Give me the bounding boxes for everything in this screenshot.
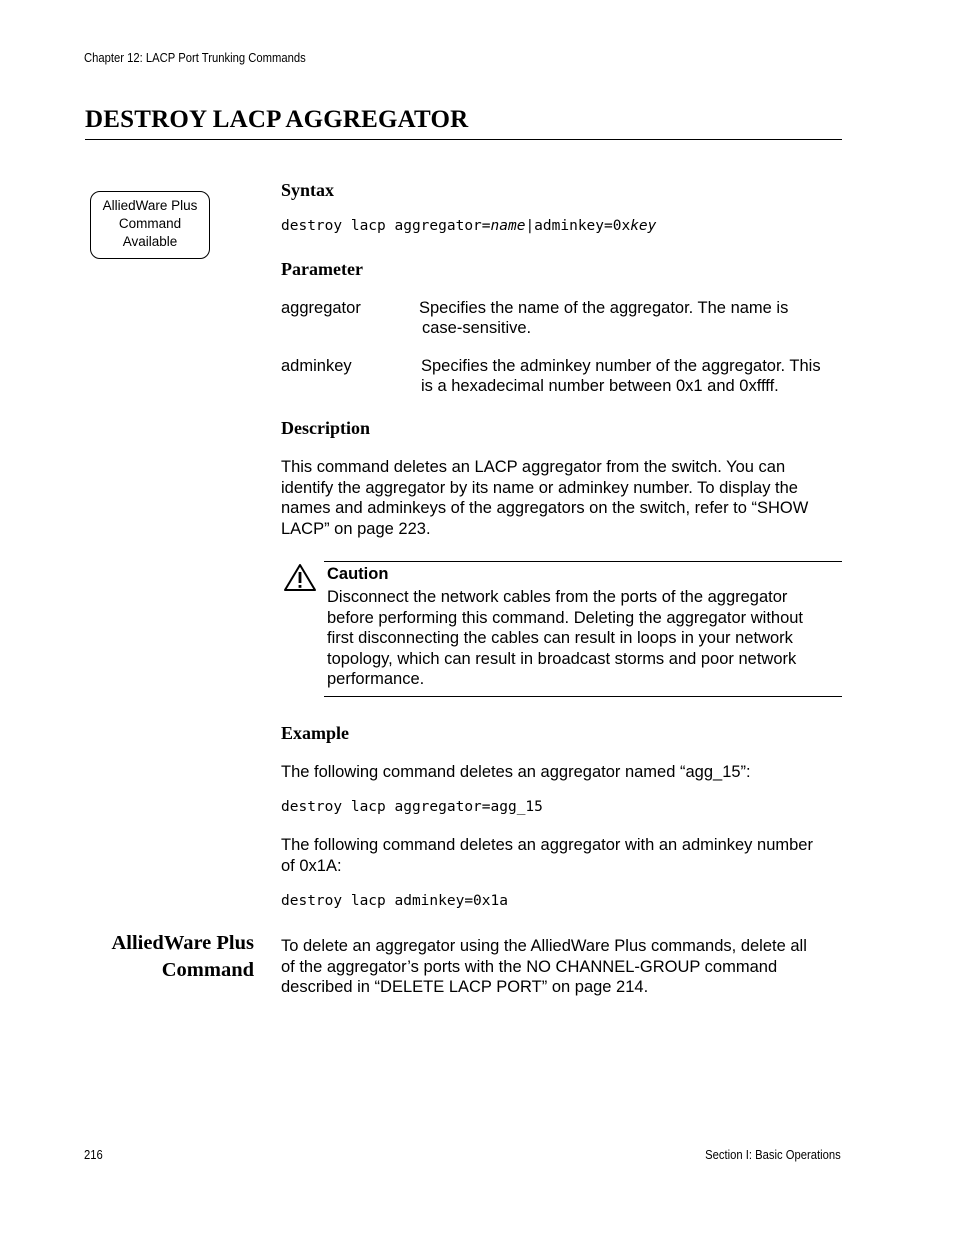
awp-heading-line-1: AlliedWare Plus [111, 932, 254, 954]
example-text-1: The following command deletes an aggregator named “agg_15”: [281, 763, 751, 781]
example-text-2-line: of 0x1A: [281, 856, 342, 875]
caution-line: first disconnecting the cables can result in loops in your network [327, 629, 793, 647]
param-desc-adminkey-1: Specifies the adminkey number of the aggregator. This [421, 357, 821, 375]
syntax-middle: |adminkey=0x [525, 218, 631, 234]
description-line: names and adminkeys of the aggregators on the switch, refer to “SHOW [281, 499, 809, 517]
awp-heading-line-2: Command [161, 959, 254, 981]
caution-text [327, 587, 803, 690]
param-name-aggregator: aggregator [281, 299, 361, 317]
example-code-2: destroy lacp adminkey=0x1a [281, 893, 508, 909]
page-number: 216 [84, 1148, 103, 1162]
param-name-adminkey: adminkey [281, 357, 352, 375]
awp-heading [60, 930, 254, 984]
description-line: identify the aggregator by its name or adminkey number. To display the [281, 478, 798, 497]
badge-line-3: Available [122, 234, 178, 249]
description-line: LACP” on page 223. [281, 519, 431, 538]
description-text [281, 457, 808, 539]
caution-line: Disconnect the network cables from the ports of the aggregator [327, 588, 788, 606]
awp-line: described in “DELETE LACP PORT” on page 214. [281, 978, 649, 996]
awp-text [281, 936, 807, 998]
awp-line: of the aggregator’s ports with the NO CHANNEL-GROUP command [281, 957, 778, 976]
badge-line-2: Command [118, 216, 182, 231]
example-text-2 [281, 835, 813, 876]
param-desc-aggregator-2: case-sensitive. [422, 319, 532, 337]
description-heading: Description [281, 418, 370, 438]
awp-line: To delete an aggregator using the AlliedWare Plus commands, delete all [281, 937, 807, 955]
syntax-name-var: name [490, 218, 526, 234]
syntax-code [281, 218, 656, 234]
title-rule [85, 139, 842, 140]
example-heading: Example [281, 723, 350, 743]
section-footer: Section I: Basic Operations [705, 1148, 841, 1162]
caution-title: Caution [327, 565, 389, 583]
caution-bottom-rule [324, 696, 842, 697]
badge-line-1: AlliedWare Plus [102, 198, 198, 213]
page-title: DESTROY LACP AGGREGATOR [85, 106, 469, 133]
param-desc-aggregator-1: Specifies the name of the aggregator. The name is [419, 299, 789, 317]
alliedware-plus-badge [90, 191, 210, 259]
param-desc-adminkey-2: is a hexadecimal number between 0x1 and 0xffff. [421, 377, 779, 395]
parameter-heading: Parameter [281, 259, 363, 279]
syntax-prefix: destroy lacp aggregator= [281, 218, 491, 234]
example-code-1: destroy lacp aggregator=agg_15 [281, 799, 543, 815]
syntax-heading: Syntax [281, 180, 335, 200]
syntax-key-var: key [630, 218, 657, 234]
caution-top-rule [324, 561, 842, 562]
warning-icon [283, 562, 317, 592]
caution-line: performance. [327, 670, 425, 688]
caution-line: topology, which can result in broadcast storms and poor network [327, 649, 797, 668]
example-text-2-line: The following command deletes an aggregator with an adminkey number [281, 836, 813, 854]
chapter-header: Chapter 12: LACP Port Trunking Commands [84, 51, 306, 65]
description-line: This command deletes an LACP aggregator from the switch. You can [281, 458, 786, 476]
caution-line: before performing this command. Deleting the aggregator without [327, 608, 804, 627]
